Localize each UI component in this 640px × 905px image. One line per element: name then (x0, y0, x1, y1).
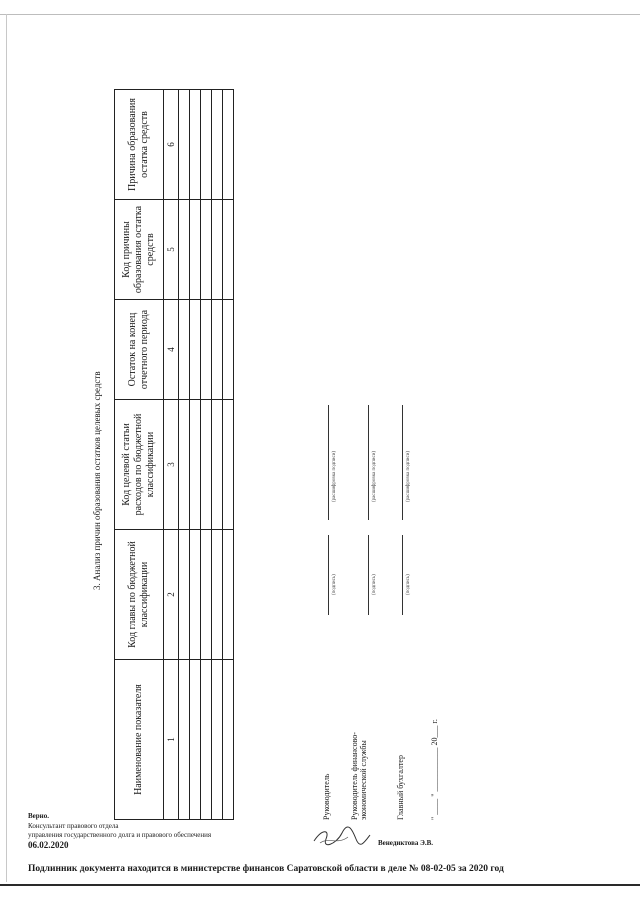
header-target-article-code: Код целевой статьи расходов по бюджетной классификации (115, 400, 164, 530)
header-reason: Причина образования остатка средств (115, 90, 164, 200)
cert-name: Венедиктова Э.В. (378, 839, 434, 847)
signature-line (328, 535, 329, 615)
table-header-row (115, 90, 164, 820)
handwritten-signature-icon (312, 825, 372, 847)
footer-note: Подлинник документа находится в министерстве финансов Саратовской области в деле № 08-02-05 за 2020 год (28, 864, 504, 874)
col-number: 3 (164, 400, 179, 530)
name-line (328, 405, 329, 520)
signature-hint: (подпись) (332, 574, 337, 595)
signature-head-label: Руководитель (322, 773, 331, 820)
signature-accountant-label: Главный бухгалтер (396, 755, 405, 820)
name-hint: (расшифровка подписи) (332, 450, 337, 502)
signature-hint: (подпись) (406, 574, 411, 595)
table-row (201, 90, 212, 820)
name-hint: (расшифровка подписи) (406, 450, 411, 502)
name-hint: (расшифровка подписи) (372, 450, 377, 502)
table-row (212, 90, 223, 820)
page-left-border (6, 14, 7, 882)
col-number: 4 (164, 300, 179, 400)
rotated-form-section (92, 98, 640, 820)
signature-hint: (подпись) (372, 574, 377, 595)
col-number: 5 (164, 200, 179, 300)
signature-finance-label: Руководитель финансово-экономической службы (350, 732, 368, 820)
signature-line (368, 535, 369, 615)
section-heading: 3. Анализ причин образования остатков целевых средств (92, 371, 102, 590)
name-line (368, 405, 369, 520)
table-number-row (164, 90, 179, 820)
col-number: 6 (164, 90, 179, 200)
residuals-table (114, 89, 234, 820)
header-indicator-name: Наименование показателя (115, 660, 164, 820)
table-row (179, 90, 190, 820)
table-row (223, 90, 234, 820)
table-row (190, 90, 201, 820)
cert-position: Консультант правового отдела (28, 822, 119, 830)
cert-department: управления государственного долга и правового обеспечения (28, 831, 212, 839)
header-chapter-code: Код главы по бюджетной классификации (115, 530, 164, 660)
col-number: 2 (164, 530, 179, 660)
cert-verno: Верно. (28, 812, 49, 820)
col-number: 1 (164, 660, 179, 820)
signature-line (402, 535, 403, 615)
page-bottom-border (0, 884, 640, 886)
cert-date: 06.02.2020 (28, 840, 69, 850)
date-line: " ____ " ___________ 20___ г. (430, 719, 439, 820)
name-line (402, 405, 403, 520)
header-balance-end: Остаток на конец отчетного периода (115, 300, 164, 400)
header-reason-code: Код причины образования остатка средств (115, 200, 164, 300)
page-top-border (0, 14, 640, 15)
